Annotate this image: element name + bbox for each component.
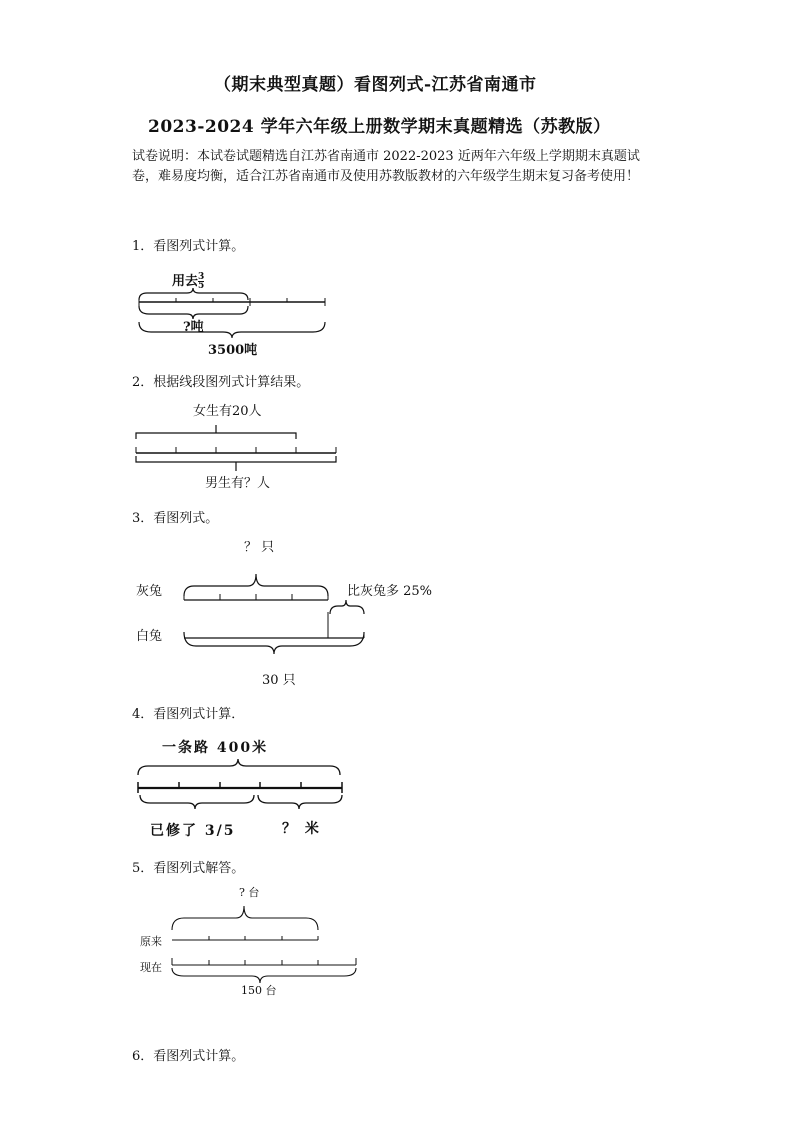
q2-line-diagram: [132, 425, 342, 475]
q3-bottom-brace: [184, 632, 364, 654]
q4-top-brace: [138, 759, 340, 775]
q3-top-brace: [184, 574, 328, 596]
q5-row1-label: 原来: [140, 935, 162, 948]
q2-bottom-bracket: [136, 456, 336, 462]
q4-line-diagram: [134, 757, 354, 807]
q5-bottom-brace: [172, 968, 356, 983]
q1-fraction-numerator: 3: [198, 272, 205, 282]
q1-unknown-label: ?吨: [183, 320, 204, 335]
q2-bottom-label: 男生有？人: [205, 476, 271, 491]
page-title-line2: 2023-2024 学年六年级上册数学期末真题精选（苏教版）: [148, 117, 611, 137]
q3-total-label: 30 只: [262, 673, 296, 688]
question-6-prompt: 6．看图列式计算。: [132, 1049, 245, 1064]
q1-used-label: [172, 270, 204, 290]
q3-extra-brace: [330, 600, 364, 614]
q3-line-diagram: [180, 570, 370, 660]
intro-line1: 试卷说明：本试卷试题精选自江苏省南通市 2022-2023 近两年六年级上学期期末真题试: [132, 149, 640, 164]
q3-unknown-label: ？ 只: [244, 540, 275, 555]
q4-right-label: ？ 米: [282, 821, 321, 837]
q2-top-label: 女生有20人: [193, 404, 262, 419]
q4-right-brace: [258, 795, 342, 809]
q4-left-label: 已修了 3/5: [150, 823, 236, 839]
q5-line-diagram: [168, 900, 368, 990]
q4-top-label: 一条路 400米: [162, 740, 269, 756]
q1-used-prefix: 用去: [172, 274, 199, 289]
question-1-prompt: 1．看图列式计算。: [132, 239, 245, 254]
q5-row2-label: 现在: [140, 961, 162, 974]
q5-unknown-label: ? 台: [239, 886, 260, 899]
question-4-prompt: 4．看图列式计算．: [132, 707, 245, 722]
intro-line2: 卷，难易度均衡，适合江苏省南通市及使用苏教版教材的六年级学生期末复习备考使用！: [132, 169, 640, 184]
q1-fraction-denominator: 5: [198, 281, 205, 291]
q5-total-label: 150 台: [241, 984, 277, 997]
q2-top-bracket: [136, 433, 296, 439]
q1-top-brace: [139, 288, 248, 300]
question-3-prompt: 3．看图列式。: [132, 511, 219, 526]
q3-extra-label: 比灰兔多 25%: [347, 584, 433, 599]
q4-left-brace: [140, 795, 254, 809]
question-2-prompt: 2．根据线段图列式计算结果。: [132, 375, 310, 390]
q1-line-diagram: [135, 288, 335, 338]
page-title-line1: （期末典型真题）看图列式-江苏省南通市: [214, 75, 537, 95]
q1-total-brace: [139, 322, 325, 338]
q3-row1-label: 灰兔: [136, 584, 163, 599]
question-5-prompt: 5．看图列式解答。: [132, 861, 245, 876]
q5-top-brace: [172, 906, 318, 930]
q3-row2-label: 白兔: [136, 629, 163, 644]
q1-total-label: 3500吨: [208, 343, 258, 358]
